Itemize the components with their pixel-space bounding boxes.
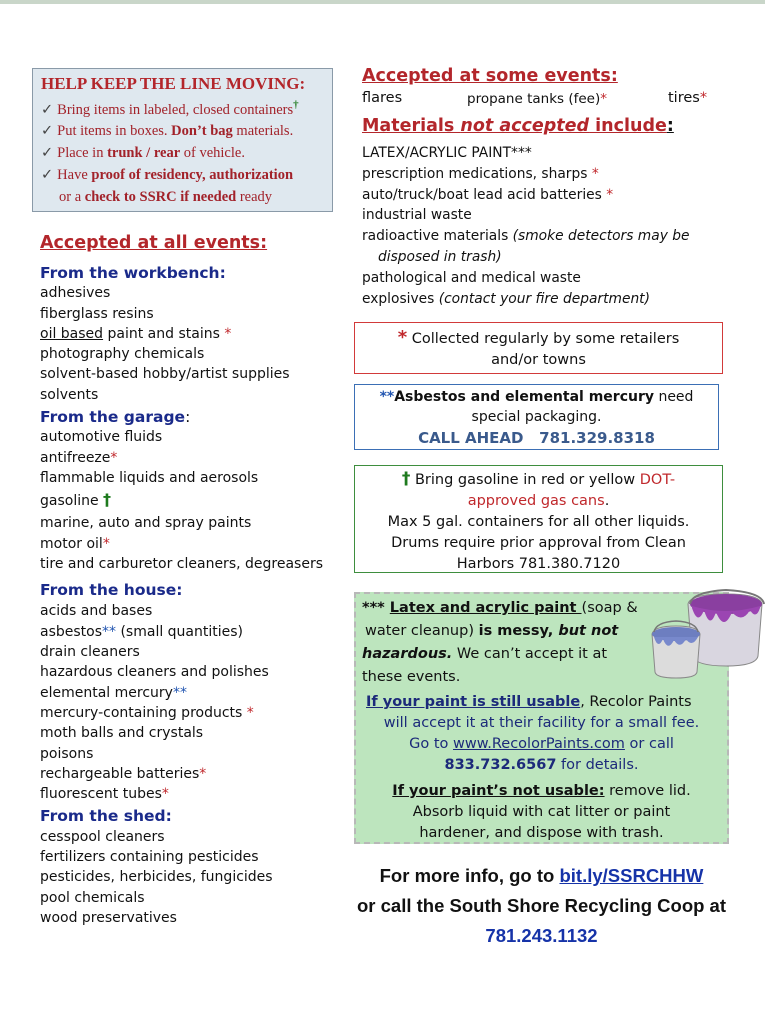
list-item: pathological and medical waste (362, 269, 581, 286)
list-item: elemental mercury** (40, 684, 187, 701)
footer-line-1: For more info, go to bit.ly/SSRCHHW (379, 865, 704, 886)
list-item: fertilizers containing pesticides (40, 849, 259, 866)
list-item: solvents (40, 386, 99, 403)
help-line-4: ✓ Have proof of residency, authorization (41, 167, 294, 183)
list-item: pool chemicals (40, 889, 145, 906)
list-item: asbestos** (small quantities) (40, 623, 244, 640)
group-garage-title: From the garage: (40, 408, 191, 427)
list-item: antifreeze* (40, 449, 118, 466)
accepted-some-propane: propane tanks (fee)* (467, 91, 607, 107)
list-item: acids and bases (40, 603, 153, 620)
list-item: flammable liquids and aerosols (40, 469, 259, 486)
list-item: adhesives (40, 285, 111, 302)
dagger-icon: † (401, 469, 411, 489)
call-ahead-phone: CALL AHEAD 781.329.8318 (418, 429, 655, 447)
group-workbench-title: From the workbench: (40, 264, 226, 282)
list-item: cesspool cleaners (40, 828, 165, 845)
list-item: radioactive materials (smoke detectors may be (362, 228, 690, 245)
dagger-icon: † (293, 99, 299, 111)
list-item: drain cleaners (40, 644, 140, 661)
list-item: prescription medications, sharps * (362, 165, 599, 182)
accepted-some-tires: tires* (668, 90, 708, 106)
paint-can-icon (646, 586, 765, 680)
list-item: LATEX/ACRYLIC PAINT*** (362, 145, 532, 161)
list-item: disposed in trash) (378, 248, 502, 265)
list-item: mercury-containing products * (40, 704, 254, 721)
recolor-paints-link[interactable]: www.RecolorPaints.com (453, 736, 625, 752)
list-item: industrial waste (362, 207, 472, 224)
list-item: marine, auto and spray paints (40, 515, 252, 532)
accepted-some-heading: Accepted at some events: (362, 66, 618, 86)
check-icon: ✓ (41, 145, 54, 161)
help-line-1: ✓ Bring items in labeled, closed containers† (41, 99, 299, 118)
accepted-some-flares: flares (362, 90, 403, 106)
list-item: motor oil* (40, 535, 110, 552)
not-accepted-heading: Materials not accepted include: (362, 116, 674, 136)
top-border (0, 0, 765, 4)
list-item: wood preservatives (40, 909, 177, 926)
list-item: tire and carburetor cleaners, degreasers (40, 555, 323, 572)
check-icon: ✓ (41, 167, 54, 183)
accepted-all-heading: Accepted at all events: (40, 233, 268, 253)
footer-line-2: or call the South Shore Recycling Coop at (356, 895, 727, 916)
list-item: explosives (contact your fire department) (362, 290, 650, 307)
list-item: gasoline † (40, 490, 112, 510)
dagger-icon: † (103, 490, 112, 510)
list-item: automotive fluids (40, 429, 163, 446)
latex-paint-box: *** Latex and acrylic paint (soap & water cleanup) is messy, but not hazardous. We can’t accept it at these events. If your paint is still usable, Recolor Paints will accept it at their facility for a small fee. Go to www.RecolorPaints.com or call 833.732.6567 for details. If your paint’s not usable: remove lid. Absorb liquid with cat litter or paint hardener, and dispose with trash. (354, 592, 729, 844)
not-accepted-list (362, 143, 690, 309)
group-house-title: From the house: (40, 581, 183, 600)
list-item: fluorescent tubes* (40, 786, 169, 803)
list-item: moth balls and crystals (40, 725, 204, 742)
list-item: photography chemicals (40, 346, 205, 363)
gasoline-note-box: † Bring gasoline in red or yellow DOT- approved gas cans. Max 5 gal. containers for all other liquids. Drums require prior approval from Clean Harbors 781.380.7120 (354, 465, 723, 573)
list-item: poisons (40, 745, 94, 762)
help-box-title: HELP KEEP THE LINE MOVING: (41, 74, 306, 93)
list-item: oil based paint and stains * (40, 325, 232, 342)
retailer-note-box: * Collected regularly by some retailers and/or towns (354, 322, 723, 374)
asbestos-note-box: **Asbestos and elemental mercury need special packaging. CALL AHEAD 781.329.8318 (354, 384, 719, 450)
check-icon: ✓ (41, 123, 54, 139)
check-icon: ✓ (41, 101, 54, 118)
help-line-3: ✓ Place in trunk / rear of vehicle. (41, 145, 245, 161)
help-line-2: ✓ Put items in boxes. Don’t bag materials. (41, 123, 294, 139)
list-item: fiberglass resins (40, 305, 154, 322)
footer-phone: 781.243.1132 (485, 925, 598, 946)
ssrc-link[interactable]: bit.ly/SSRCHHW (559, 865, 704, 886)
help-line-5: or a check to SSRC if needed ready (59, 189, 273, 205)
list-item: pesticides, herbicides, fungicides (40, 869, 273, 886)
group-shed-title: From the shed: (40, 807, 172, 826)
list-item: rechargeable batteries* (40, 765, 207, 782)
accepted-all-list (40, 263, 323, 928)
help-keep-line-moving-box (32, 68, 333, 212)
list-item: hazardous cleaners and polishes (40, 664, 269, 681)
list-item: solvent-based hobby/artist supplies (40, 366, 290, 383)
list-item: auto/truck/boat lead acid batteries * (362, 186, 614, 203)
